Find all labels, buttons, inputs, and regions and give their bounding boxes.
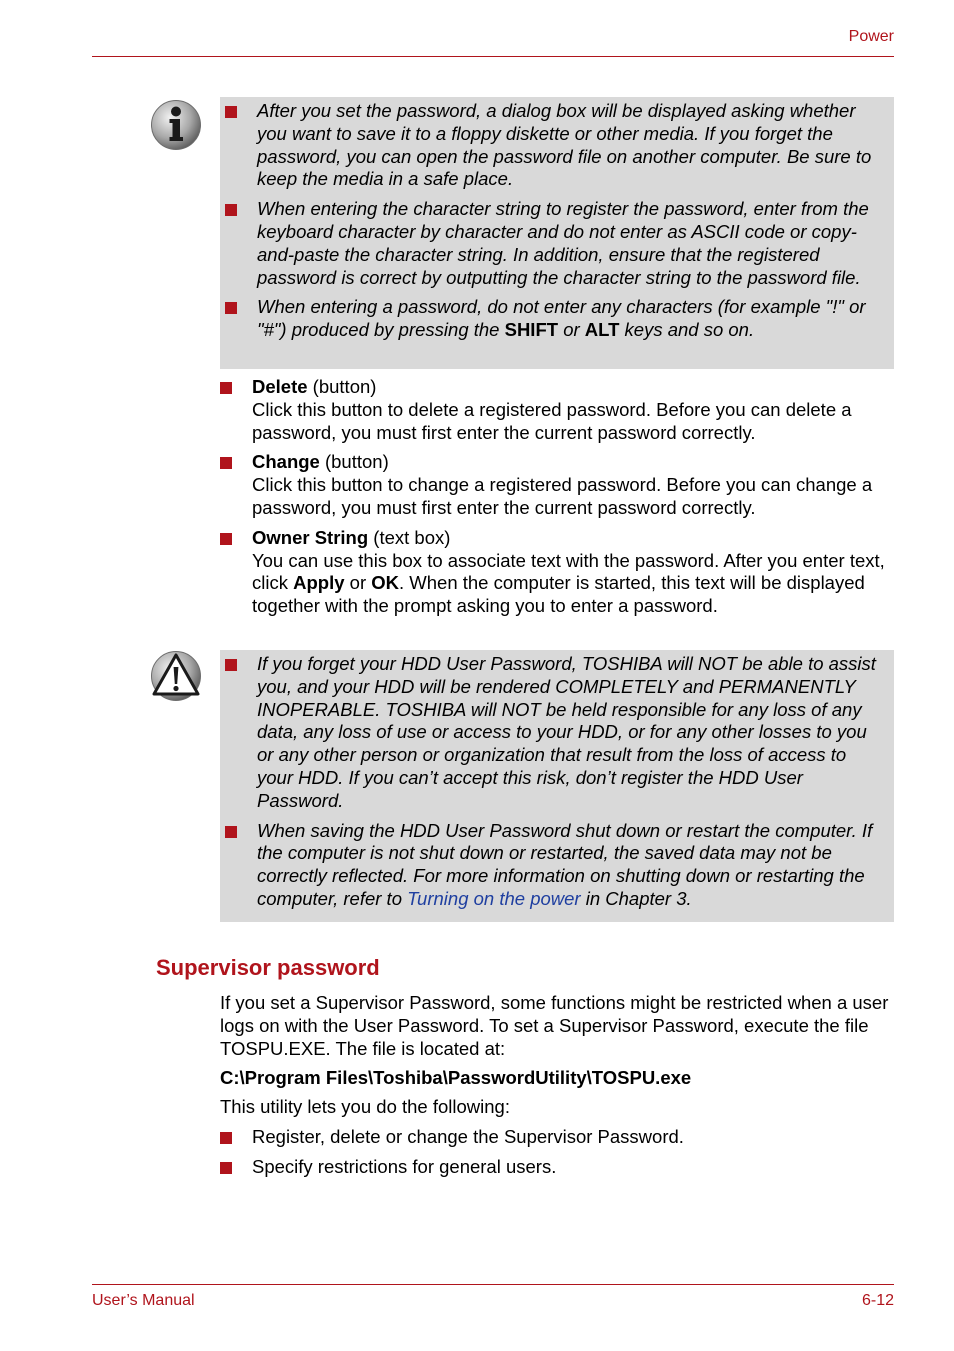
section-title: Supervisor password — [156, 955, 380, 980]
header-rule — [92, 56, 894, 57]
supervisor-intro: If you set a Supervisor Password, some functions might be restricted when a user logs on with the User Password. To set a Supervisor Password, execute the file TOSPU.EXE. The file is located at: — [220, 992, 889, 1059]
info-icon — [150, 99, 202, 151]
note-item: After you set the password, a dialog box will be displayed asking whether you want to save it to a floppy diskette or other media. If you forget the password, you can open the password file on another computer. Be sure to keep the media in a safe place. — [225, 100, 886, 191]
key-alt: ALT — [584, 319, 620, 341]
bullet-square-icon — [220, 457, 232, 469]
list-item-delete: Delete (button) Click this button to delete a registered password. Before you can delete a password, you must first enter the current password correctly. — [220, 376, 896, 444]
warning-note-box — [220, 650, 894, 922]
list-item-change: Change (button) Click this button to change a registered password. Before you can change a password, you must first enter the current password correctly. — [220, 451, 896, 519]
note-item: If you forget your HDD User Password, TOSHIBA will NOT be able to assist you, and your HDD will be rendered COMPLETELY and PERMANENTLY INOPERABLE. TOSHIBA will NOT be held responsible for any loss of any data, any loss of use or access to your HDD, or for any other losses to you or any other person or organization that result from the loss of access to your HDD. If you can’t accept this risk, don’t register the HDD User Password. — [225, 653, 886, 813]
utility-features-list — [220, 1126, 896, 1179]
term-owner-string: Owner String — [252, 526, 369, 548]
bullet-square-icon — [220, 382, 232, 394]
running-header: Power — [848, 28, 894, 45]
link-turning-on-the-power[interactable]: Turning on the power — [407, 887, 581, 909]
note-item: When saving the HDD User Password shut down or restart the computer. If the computer is not shut down or restarted, the saved data may not be correctly reflected. For more information on shutting down or restarting the computer, refer to Turning on the power in Chapter 3. — [225, 820, 886, 911]
warning-icon — [150, 650, 202, 702]
description: You can use this box to associate text with the password. After you enter text, click Apply or OK. When the computer is started, this text will be displayed together with the prompt asking you to enter a password. — [252, 549, 885, 617]
note-item: When entering a password, do not enter any characters (for example "!" or "#") produced by pressing the SHIFT or ALT keys and so on. — [225, 296, 886, 342]
utility-lead: This utility lets you do the following: — [220, 1096, 510, 1117]
info-note-box — [220, 97, 894, 369]
note-item: When entering the character string to register the password, enter from the keyboard character by character and do not enter as ASCII code or copy-and-paste the character string. In addition, ensure that the registered password is correct by outputting the character string to the password file. — [225, 198, 886, 289]
key-shift: SHIFT — [504, 319, 559, 341]
button-description-list — [220, 376, 896, 618]
bullet-square-icon — [225, 204, 237, 216]
bullet-square-icon — [225, 302, 237, 314]
bullet-square-icon — [220, 533, 232, 545]
term-delete: Delete — [252, 376, 308, 397]
description: Click this button to delete a registered password. Before you can delete a password, you must first enter the current password correctly. — [252, 398, 852, 443]
file-path: C:\Program Files\Toshiba\PasswordUtility\TOSPU.exe — [220, 1067, 692, 1088]
term-ok: OK — [371, 572, 399, 594]
bullet-square-icon — [220, 1132, 232, 1144]
list-item: Register, delete or change the Supervisor Password. — [220, 1126, 896, 1149]
bullet-square-icon — [225, 106, 237, 118]
term-apply: Apply — [293, 572, 345, 594]
bullet-square-icon — [225, 659, 237, 671]
description: Click this button to change a registered password. Before you can change a password, you must first enter the current password correctly. — [252, 474, 873, 518]
bullet-square-icon — [220, 1162, 232, 1174]
footer-manual-title: User’s Manual — [92, 1292, 195, 1309]
page-number: 6-12 — [861, 1292, 894, 1309]
list-item: Specify restrictions for general users. — [220, 1156, 896, 1179]
term-change: Change — [252, 451, 320, 473]
bullet-square-icon — [225, 826, 237, 838]
list-item-owner-string: Owner String (text box) You can use this box to associate text with the password. After you enter text, click Apply or OK. When the computer is started, this text will be displayed together with the prompt asking you to enter a password. — [220, 527, 896, 618]
footer-rule — [92, 1284, 894, 1285]
